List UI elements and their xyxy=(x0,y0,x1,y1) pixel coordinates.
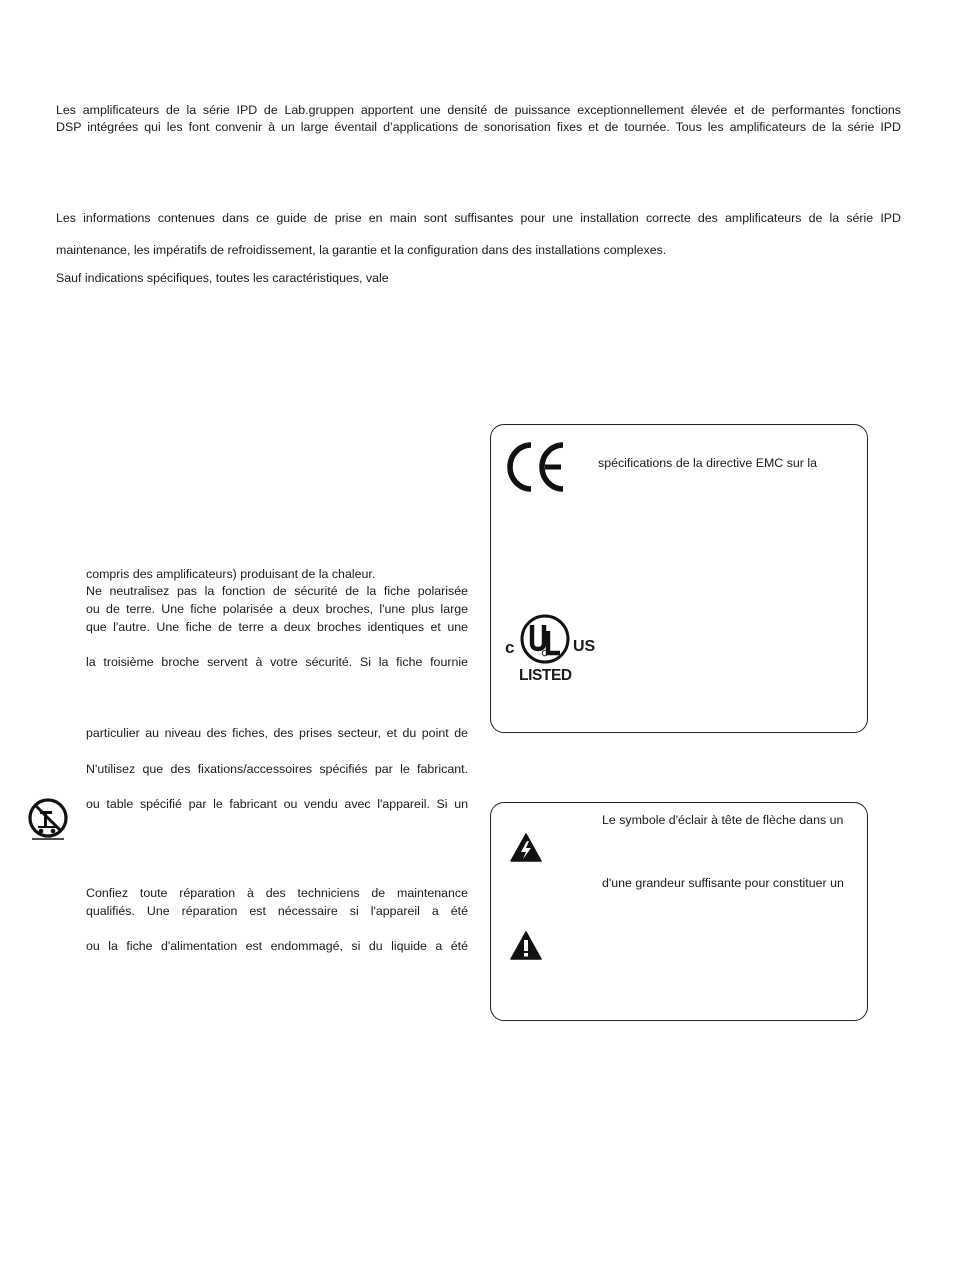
safety-line-2: Ne neutralisez pas la fonction de sécurité de la fiche polarisée xyxy=(86,584,468,598)
safety-line-10: qualifiés. Une réparation est nécessaire si l'appareil a été xyxy=(86,904,468,918)
ul-left-letter: c xyxy=(505,638,515,657)
cart-warning-icon xyxy=(26,798,70,842)
info-line-3: Sauf indications spécifiques, toutes les caractéristiques, vale xyxy=(56,271,389,285)
warning-symbols-box xyxy=(490,802,868,1021)
intro-line-1: Les amplificateurs de la série IPD de Lab.gruppen apportent une densité de puissance exceptionnellement élevée et de performantes fonctions xyxy=(56,103,901,117)
lightning-symbol-text: Le symbole d'éclair à tête de flèche dans un xyxy=(602,813,844,827)
safety-line-11: ou la fiche d'alimentation est endommagé, si du liquide a été xyxy=(86,939,468,953)
certification-box xyxy=(490,424,868,733)
safety-line-4: que l'autre. Une fiche de terre a deux broches identiques et une xyxy=(86,620,468,634)
safety-line-5: la troisième broche servent à votre sécurité. Si la fiche fournie xyxy=(86,655,468,669)
safety-line-1: compris des amplificateurs) produisant de la chaleur. xyxy=(86,567,376,581)
info-line-1: Les informations contenues dans ce guide de prise en main sont suffisantes pour une installation correcte des amplificateurs de la série IPD xyxy=(56,211,901,225)
ce-mark-icon xyxy=(503,439,569,495)
lightning-warning-icon xyxy=(510,833,542,862)
lightning-symbol-text-2: d'une grandeur suffisante pour constituer un xyxy=(602,876,844,890)
safety-line-7: N'utilisez que des fixations/accessoires spécifiés par le fabricant. xyxy=(86,762,468,776)
ce-text: spécifications de la directive EMC sur la xyxy=(598,456,817,470)
safety-line-3: ou de terre. Une fiche polarisée a deux broches, l'une plus large xyxy=(86,602,468,616)
info-line-2: maintenance, les impératifs de refroidissement, la garantie et la configuration dans des installations complexes. xyxy=(56,243,667,257)
ul-listed-label: LISTED xyxy=(519,667,572,684)
exclamation-warning-icon xyxy=(510,931,542,960)
ul-right-letters: US xyxy=(573,638,596,655)
intro-line-2: DSP intégrées qui les font convenir à un large éventail d’applications de sonorisation fixes et de tournée. Tous les amplificateurs de la série IPD xyxy=(56,120,901,134)
safety-line-6: particulier au niveau des fiches, des prises secteur, et du point de xyxy=(86,726,468,740)
ul-logo-icon xyxy=(519,613,571,665)
safety-line-8: ou table spécifié par le fabricant ou vendu avec l'appareil. Si un xyxy=(86,797,468,811)
safety-line-9: Confiez toute réparation à des techniciens de maintenance xyxy=(86,886,468,900)
ul-listed-mark xyxy=(505,613,597,689)
